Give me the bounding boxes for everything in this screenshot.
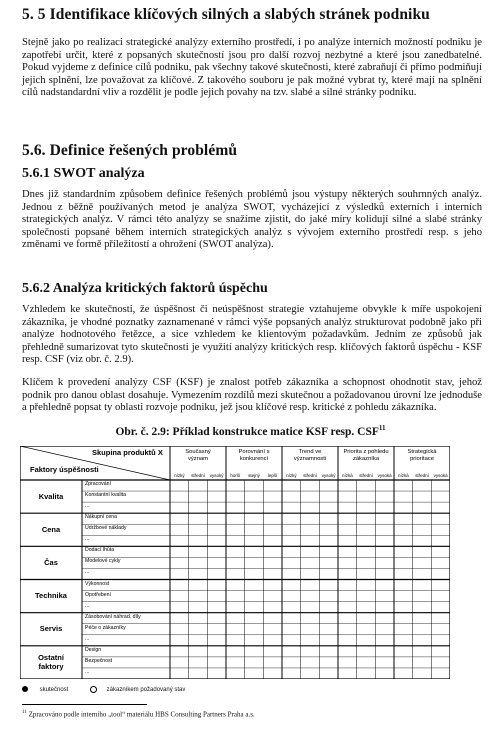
column-header: Strategická prioritace <box>407 449 437 462</box>
factor-group-label: Čas <box>44 557 58 567</box>
filled-circle-icon <box>22 686 28 692</box>
factor-item-label: Nákupní cena <box>85 514 118 521</box>
matrix-corner-success-factors: Faktory úspěšnosti <box>30 465 99 474</box>
factor-item-label: Dodací lhůta <box>85 547 115 554</box>
scale-label: nízká <box>397 473 409 478</box>
paragraph-ksf-intro: Vzhledem ke skutečnosti, že úspěšnost či neúspěšnost strategie vztahujeme obvykle k míře uspokojení zákazníka, je vhodné poznatky zaznamenané v rámci výše popsaných analýz strukturovat podobně jako při analýze hodnotového řetězce, a sice vzhledem ke klientovým požadavkům. Jedním ze způsobů jak přehledně sumarizovat tyto skutečnosti je využití analýzy kritických resp. klíčových faktorů úspěchu - KSF resp. CSF (viz obr. č. 2.9). <box>22 304 482 366</box>
factor-item-label: ... <box>85 668 90 675</box>
scale-label: vysoký <box>209 473 224 478</box>
factor-item-label: Zásobování náhrad. díly <box>85 613 141 620</box>
scale-label: stejný <box>248 473 260 478</box>
scale-label: střední <box>303 473 317 478</box>
paragraph-strengths-weaknesses: Stejně jako po realizaci strategické analýzy externího prostředí, i po analýze interních možností podniku je zapotřebí určit, které z popsaných skutečností jsou pro další rozvoj nezbytné a které jsou zanedbatelné. Pokud vyjdeme z definice cílů podniku, pak všechny takové skutečnosti, které zabraňují či přímo podmiňují jejich splnění, lze považovat za klíčové. Z takového souboru je pak možné vybrat ty, které mají na splnění cílů nadstandardní vliv a rozdělit je podle jejich povahy na tzv. slabé a silné stránky podniku. <box>22 37 482 99</box>
footnote-separator <box>22 704 147 705</box>
factor-item-label: Zpracování <box>85 481 111 487</box>
scale-label: vysoký <box>321 473 336 478</box>
factor-item-label: ... <box>85 602 90 609</box>
heading-section-5-5: 5. 5 Identifikace klíčových silných a slabých stránek podniku <box>22 6 430 23</box>
factor-group-label: Ostatní faktory <box>38 653 64 672</box>
factor-item-label: ... <box>85 503 90 510</box>
scale-label: vysoká <box>433 473 448 478</box>
factor-group-label: Servis <box>39 624 63 634</box>
paragraph-swot: Dnes již standardním způsobem definice řešených problémů jsou výstupy některých souhrnných analýz. Jednou z běžně používaných metod je analýza SWOT, vycházející z výsledků externích i interních strategických analýz. V rámci této analýzy se snažíme zjistit, do jaké míry kolidují silné a slabé stránky společnosti popsané během interních strategických analýz s vývojem externího prostředí resp. s jeho změnami ve formě příležitostí a ohrožení (SWOT analýza). <box>22 189 482 251</box>
footnote <box>22 710 255 718</box>
scale-label: horší <box>230 473 241 478</box>
factor-group-label: Cena <box>41 524 61 534</box>
figure-caption-text: Obr. č. 2.9: Příklad konstrukce matice KSF resp. CSF <box>115 425 379 438</box>
column-header: Trend ve významnosti <box>293 449 327 462</box>
factor-item-label: Výkonnost <box>85 580 110 587</box>
legend-actual <box>22 686 68 693</box>
figure-caption-footnote-ref: 11 <box>378 424 386 432</box>
footnote-text: Zpracováno podle interního „tool“ materiálu HBS Consulting Partners Praha a.s. <box>26 710 255 719</box>
heading-section-5-6-2: 5.6.2 Analýza kritických faktorů úspěchu <box>22 281 268 296</box>
legend-actual-label: skutečnost <box>39 686 69 693</box>
paragraph-csf-key: Klíčem k provedení analýzy CSF (KSF) je znalost potřeb zákazníka a schopnost ohodnotit stav, jehož podnik pro danou oblast dosahuje. Vymezením rozdílů mezi skutečnou a požadovanou úrovní lze jednoduše a přehledně popsat ty oblasti rozvoje podniku, jež jsou klíčové resp. kritické z pohledu zákazníka. <box>22 377 482 414</box>
factor-item-label: ... <box>85 569 90 576</box>
scale-label: lepší <box>267 473 278 478</box>
figure-caption <box>0 424 501 438</box>
factor-item-label: Design <box>85 646 102 653</box>
scale-label: střední <box>359 473 373 478</box>
legend-required-label: zákazníkem požadovaný stav <box>106 687 186 694</box>
factor-item-label: Konstantní kvalita <box>85 492 126 499</box>
scale-label: nízký <box>286 473 297 478</box>
scale-label: vysoká <box>377 473 392 478</box>
hollow-circle-icon <box>90 686 97 693</box>
scale-label: nízký <box>174 473 185 478</box>
column-header: Priorita z pohledu zákazníka <box>343 449 389 462</box>
factor-item-label: ... <box>85 635 90 642</box>
scale-label: nízká <box>341 473 353 478</box>
legend-required <box>90 686 185 693</box>
factor-item-label: Údržbové náklady <box>85 525 127 532</box>
factor-item-label: Péče o zákazníky <box>85 624 126 631</box>
factor-group-label: Technika <box>35 591 67 601</box>
matrix-corner-product-group: Skupina produktů X <box>92 448 163 457</box>
footnote-number: 11 <box>22 710 27 715</box>
factor-group-label: Kvalita <box>38 491 64 501</box>
column-header: Současný význam <box>185 449 211 462</box>
factor-item-label: Bezpečnost <box>85 657 113 664</box>
ksf-matrix <box>20 446 450 679</box>
scale-label: střední <box>191 473 205 478</box>
column-header: Porovnání s konkurencí <box>238 449 270 462</box>
heading-section-5-6: 5.6. Definice řešených problémů <box>22 142 238 159</box>
heading-section-5-6-1: 5.6.1 SWOT analýza <box>22 166 145 181</box>
factor-item-label: Opotřebení <box>85 591 111 598</box>
factor-item-label: ... <box>85 536 90 543</box>
scale-label: střední <box>415 473 429 478</box>
factor-item-label: Modelové cykly <box>85 558 121 565</box>
